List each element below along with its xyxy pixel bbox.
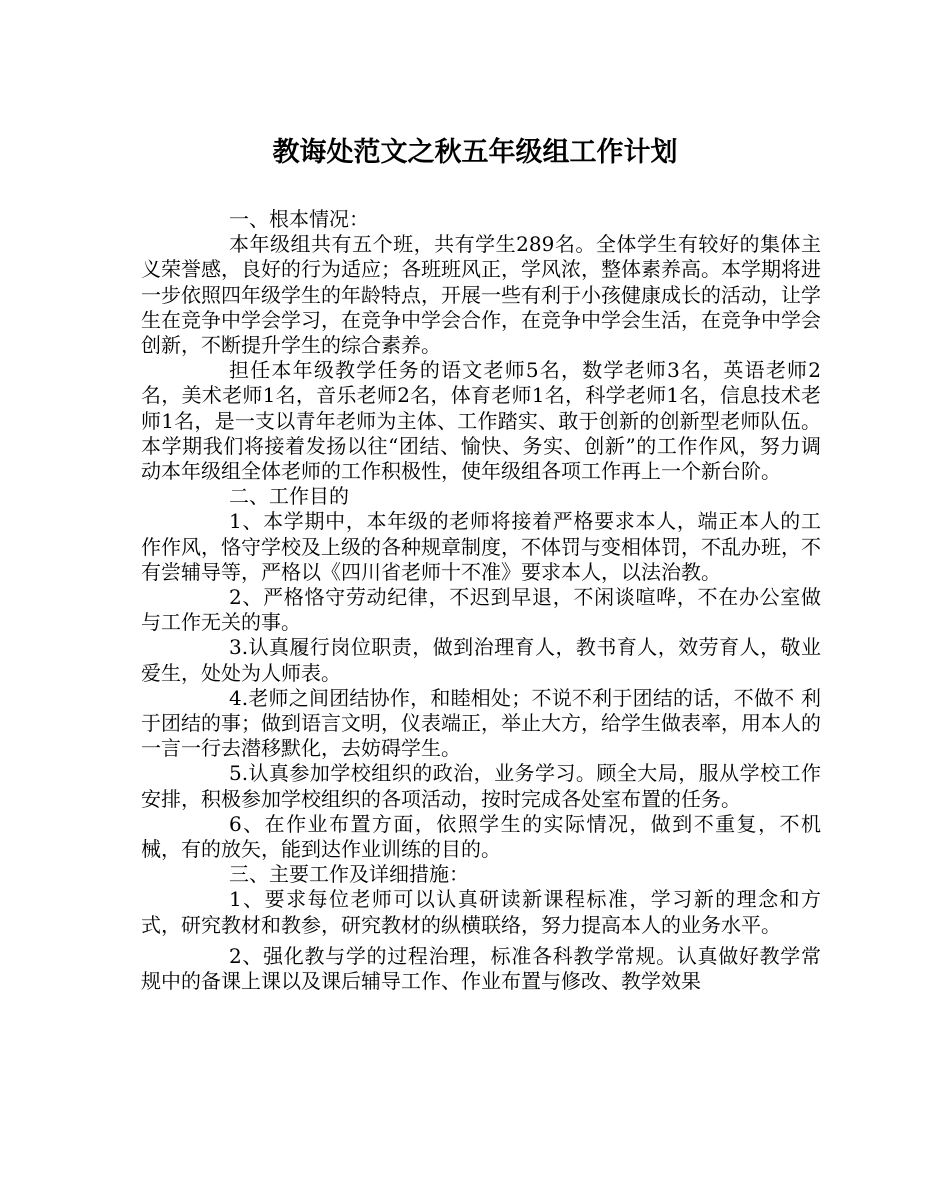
document-body: [141, 207, 821, 994]
paragraph: 5.认真参加学校组织的政治，业务学习。顾全大局，服从学校工作安排，积极参加学校组织的各项活动，按时完成各处室布置的任务。: [141, 761, 821, 811]
paragraph: 4.老师之间团结协作，和睦相处；不说不利于团结的话，不做不 利于团结的事；做到语言文明，仪表端正，举止大方，给学生做表率，用本人的一言一行去潜移默化，去妨碍学生。: [141, 685, 821, 761]
paragraph: 本年级组共有五个班，共有学生289名。全体学生有较好的集体主义荣誉感，良好的行为适应；各班班风正，学风浓，整体素养高。本学期将进一步依照四年级学生的年龄特点，开展一些有利于小孩健康成长的活动，让学生在竞争中学会学习，在竞争中学会合作，在竞争中学会生活，在竞争中学会创新，不断提升学生的综合素养。: [141, 232, 821, 358]
document-title: 教诲处范文之秋五年级组工作计划: [272, 137, 678, 168]
paragraph: 6、在作业布置方面，依照学生的实际情况，做到不重复，不机械，有的放矢，能到达作业训练的目的。: [141, 811, 821, 862]
paragraph: 2、强化教与学的过程治理，标准各科教学常规。认真做好教学常规中的备课上课以及课后辅导工作、作业布置与修改、教学效果: [141, 943, 821, 994]
section-heading: 三、主要工作及详细措施：: [229, 862, 469, 887]
paragraph: 担任本年级教学任务的语文老师5名，数学老师3名，英语老师2名，美术老师1名，音乐老师2名，体育老师1名，科学老师1名，信息技术老师1名，是一支以青年老师为主体、工作踏实、敢于创新的创新型老师队伍。本学期我们将接着发扬以往“团结、愉快、务实、创新”的工作作风，努力调动本年级组全体老师的工作积极性，使年级组各项工作再上一个新台阶。: [141, 358, 821, 484]
paragraph: 1、本学期中，本年级的老师将接着严格要求本人，端正本人的工作作风，恪守学校及上级的各种规章制度，不体罚与变相体罚，不乱办班，不有尝辅导等，严格以《四川省老师十不准》要求本人，以法治教。: [141, 509, 821, 584]
section-heading: 一、根本情况：: [229, 207, 369, 231]
paragraph: 2、严格恪守劳动纪律，不迟到早退，不闲谈喧哗，不在办公室做与工作无关的事。: [141, 585, 821, 635]
section-heading: 二、工作目的: [229, 484, 349, 509]
paragraph: 3.认真履行岗位职责，做到治理育人，教书育人，效劳育人，敬业爱生，处处为人师表。: [141, 635, 821, 685]
paragraph: 1、要求每位老师可以认真研读新课程标准，学习新的理念和方式，研究教材和教参，研究教材的纵横联络，努力提高本人的业务水平。: [141, 887, 821, 937]
